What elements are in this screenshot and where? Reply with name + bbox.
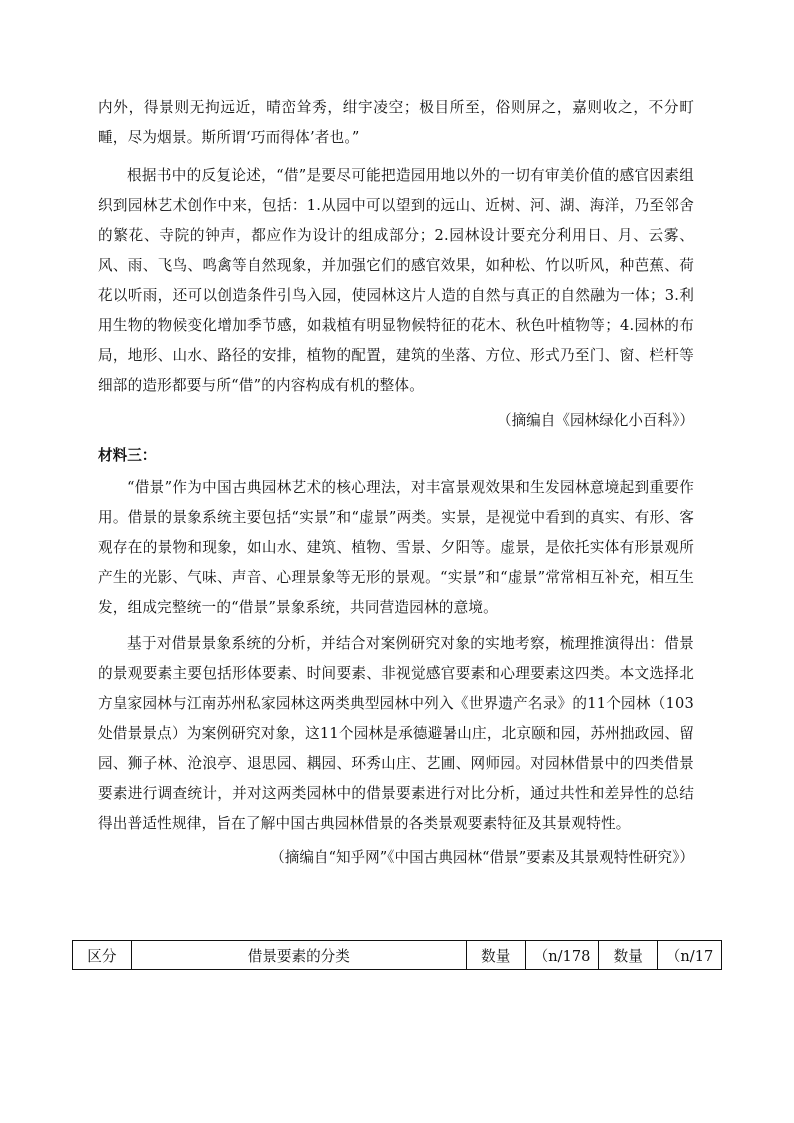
table-header-row xyxy=(73,941,722,970)
source-citation-2: （摘编自“知乎网”《中国古典园林“借景”要素及其景观特性研究》） xyxy=(270,849,694,866)
data-table xyxy=(72,940,722,970)
table-cell: 数量 xyxy=(466,941,525,970)
section-heading-material-3: 材料三： xyxy=(98,447,157,464)
table-cell: （n/17 xyxy=(658,941,722,970)
table-cell: 借景要素的分类 xyxy=(131,941,466,970)
article-body xyxy=(98,93,694,873)
paragraph-3: “借景”作为中国古典园林艺术的核心理法，对丰富景观效果和生发园林意境起到重要作用。借景的景象系统主要包括“实景”和“虚景”两类。实景，是视觉中看到的真实、有形、客观存在的景物和现象，如山水、建筑、植物、雪景、夕阳等。虚景，是依托实体有形景观所产生的光影、气味、声音、心理景象等无形的景观。“实景”和“虚景”常常相互补充，相互生发，组成完整统一的“借景”景象系统，共同营造园林的意境。 xyxy=(98,479,694,616)
source-citation-1: （摘编自《园林绿化小百科》） xyxy=(496,412,694,429)
table-cell: 区分 xyxy=(73,941,132,970)
paragraph-2: 根据书中的反复论述，“借”是要尽可能把造园用地以外的一切有审美价值的感官因素组织到园林艺术创作中来，包括：1.从园中可以望到的远山、近树、河、湖、海洋，乃至邻舍的繁花、寺院的钟声，都应作为设计的组成部分；2.园林设计要充分利用日、月、云雾、风、雨、飞鸟、鸣禽等自然现象，并加强它们的感官效果，如种松、竹以听风，种芭蕉、荷花以听雨，还可以创造条件引鸟入园，使园林这片人造的自然与真正的自然融为一体；3.利用生物的物候变化增加季节感，如栽植有明显物候特征的花木、秋色叶植物等；4.园林的布局，地形、山水、路径的安排，植物的配置，建筑的坐落、方位、形式乃至门、窗、栏杆等细部的造形都要与所“借”的内容构成有机的整体。 xyxy=(98,167,694,394)
paragraph-4: 基于对借景景象系统的分析，并结合对案例研究对象的实地考察，梳理推演得出：借景的景观要素主要包括形体要素、时间要素、非视觉感官要素和心理要素这四类。本文选择北方皇家园林与江南苏州私家园林这两类典型园林中列入《世界遗产名录》的11个园林（103处借景景点）为案例研究对象，这11个园林是承德避暑山庄，北京颐和园，苏州拙政园、留园、狮子林、沧浪亭、退思园、耦园、环秀山庄、艺圃、网师园。对园林借景中的四类借景要素进行调查统计，并对这两类园林中的借景要素进行对比分析，通过共性和差异性的总结得出普适性规律，旨在了解中国古典园林借景的各类景观要素特征及其景观特性。 xyxy=(98,635,694,832)
table-cell: （n/178 xyxy=(525,941,599,970)
table-cell: 数量 xyxy=(599,941,658,970)
paragraph-1: 内外，得景则无拘远近，晴峦耸秀，绀宇凌空；极目所至，俗则屏之，嘉则收之，不分町畽，尽为烟景。斯所谓‘巧而得体’者也。” xyxy=(98,99,694,146)
